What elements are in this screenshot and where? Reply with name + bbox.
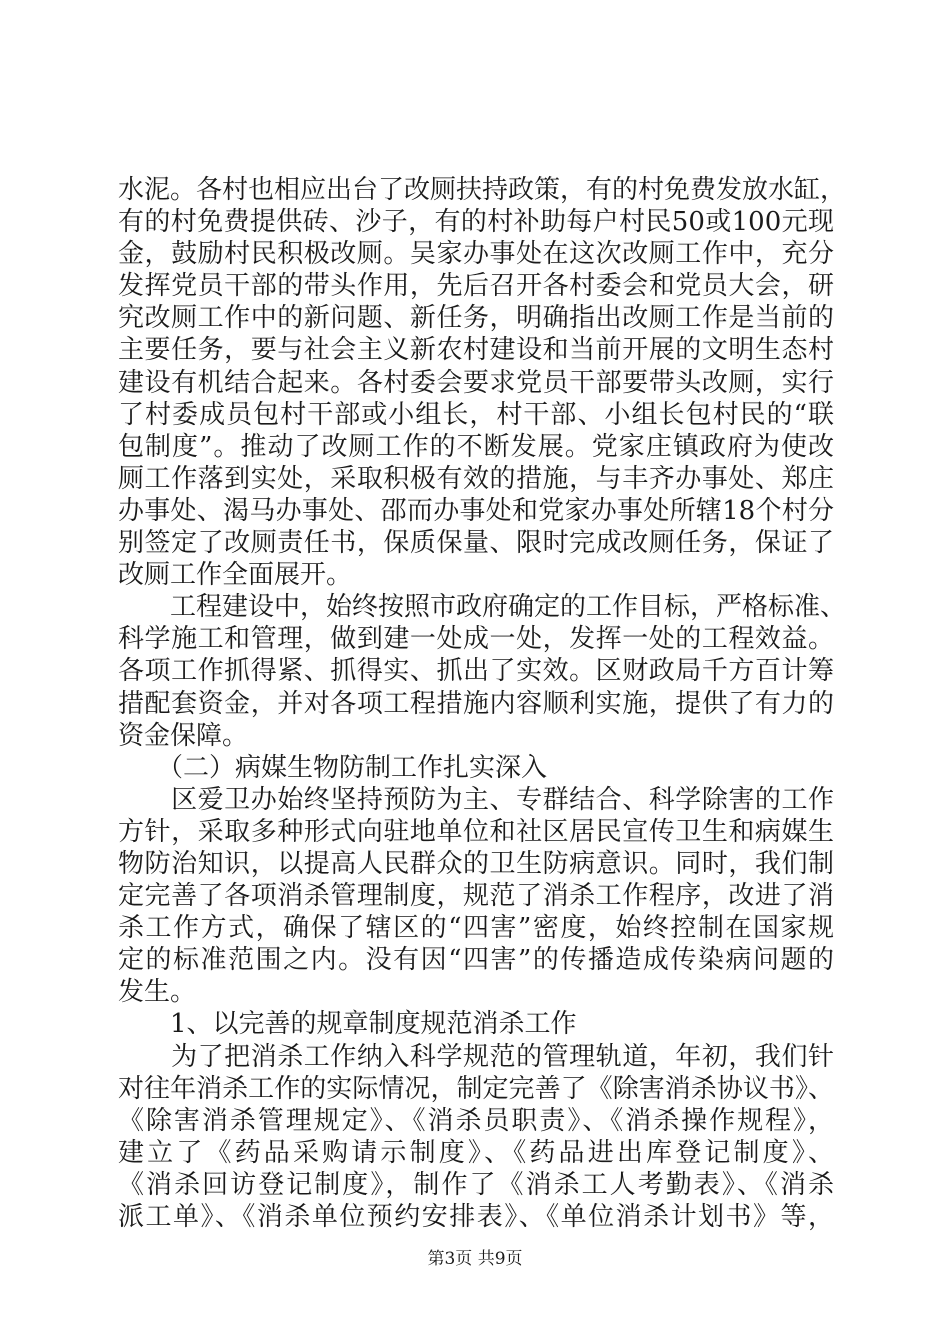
- text-line: 派工单》、《消杀单位预约安排表》、《单位消杀计划书》等，: [118, 1202, 834, 1232]
- text-line: 物防治知识，以提高人民群众的卫生防病意识。同时，我们制: [118, 848, 834, 879]
- text-line: 为了把消杀工作纳入科学规范的管理轨道，年初，我们针: [118, 1041, 834, 1072]
- text-line: 厕工作落到实处，采取积极有效的措施，与丰齐办事处、郑庄: [118, 463, 834, 494]
- text-line: 《消杀回访登记制度》，制作了《消杀工人考勤表》、《消杀: [118, 1169, 834, 1200]
- text-line: 定的标准范围之内。没有因“四害”的传播造成传染病问题的: [118, 945, 834, 976]
- text-line: 杀工作方式，确保了辖区的“四害”密度，始终控制在国家规: [118, 913, 834, 944]
- text-line: 各项工作抓得紧、抓得实、抓出了实效。区财政局千方百计筹: [118, 656, 834, 687]
- text-line: 办事处、渴马办事处、邵而办事处和党家办事处所辖18个村分: [118, 495, 834, 526]
- text-line: 建设有机结合起来。各村委会要求党员干部要带头改厕，实行: [118, 367, 834, 398]
- text-line: 了村委成员包村干部或小组长，村干部、小组长包村民的“联: [118, 399, 834, 430]
- text-line: 究改厕工作中的新问题、新任务，明确指出改厕工作是当前的: [118, 303, 834, 334]
- text-line: 对往年消杀工作的实际情况，制定完善了《除害消杀协议书》、: [118, 1073, 834, 1104]
- text-line: 《除害消杀管理规定》、《消杀员职责》、《消杀操作规程》，: [118, 1105, 834, 1136]
- text-line: 改厕工作全面展开。: [118, 560, 353, 591]
- page-footer: 第3页 共9页: [427, 1249, 523, 1269]
- text-line: 区爱卫办始终坚持预防为主、专群结合、科学除害的工作: [118, 784, 834, 815]
- text-line: 科学施工和管理，做到建一处成一处，发挥一处的工程效益。: [118, 624, 834, 655]
- text-line: 工程建设中，始终按照市政府确定的工作目标，严格标准、: [118, 592, 847, 623]
- text-line: 资金保障。: [118, 720, 249, 751]
- text-line: （二）病媒生物防制工作扎实深入: [118, 752, 548, 783]
- text-line: 建立了《药品采购请示制度》、《药品进出库登记制度》、: [118, 1137, 834, 1168]
- text-line: 包制度”。推动了改厕工作的不断发展。党家庄镇政府为使改: [118, 431, 834, 462]
- body-text: [118, 174, 847, 1233]
- text-line: 别签定了改厕责任书，保质保量、限时完成改厕任务，保证了: [118, 528, 834, 559]
- text-line: 水泥。各村也相应出台了改厕扶持政策，有的村免费发放水缸，: [118, 175, 847, 205]
- text-line: 发生。: [118, 977, 197, 1008]
- text-line: 措配套资金，并对各项工程措施内容顺利实施，提供了有力的: [118, 688, 834, 719]
- text-line: 定完善了各项消杀管理制度，规范了消杀工作程序，改进了消: [118, 881, 834, 912]
- text-line: 方针，采取多种形式向驻地单位和社区居民宣传卫生和病媒生: [118, 816, 834, 847]
- text-line: 主要任务，要与社会主义新农村建设和当前开展的文明生态村: [118, 335, 834, 366]
- text-line: 1、以完善的规章制度规范消杀工作: [118, 1009, 577, 1040]
- text-line: 发挥党员干部的带头作用，先后召开各村委会和党员大会，研: [118, 271, 834, 302]
- text-line: 有的村免费提供砖、沙子，有的村补助每户村民50或100元现: [118, 207, 834, 238]
- text-line: 金，鼓励村民积极改厕。吴家办事处在这次改厕工作中，充分: [118, 239, 834, 270]
